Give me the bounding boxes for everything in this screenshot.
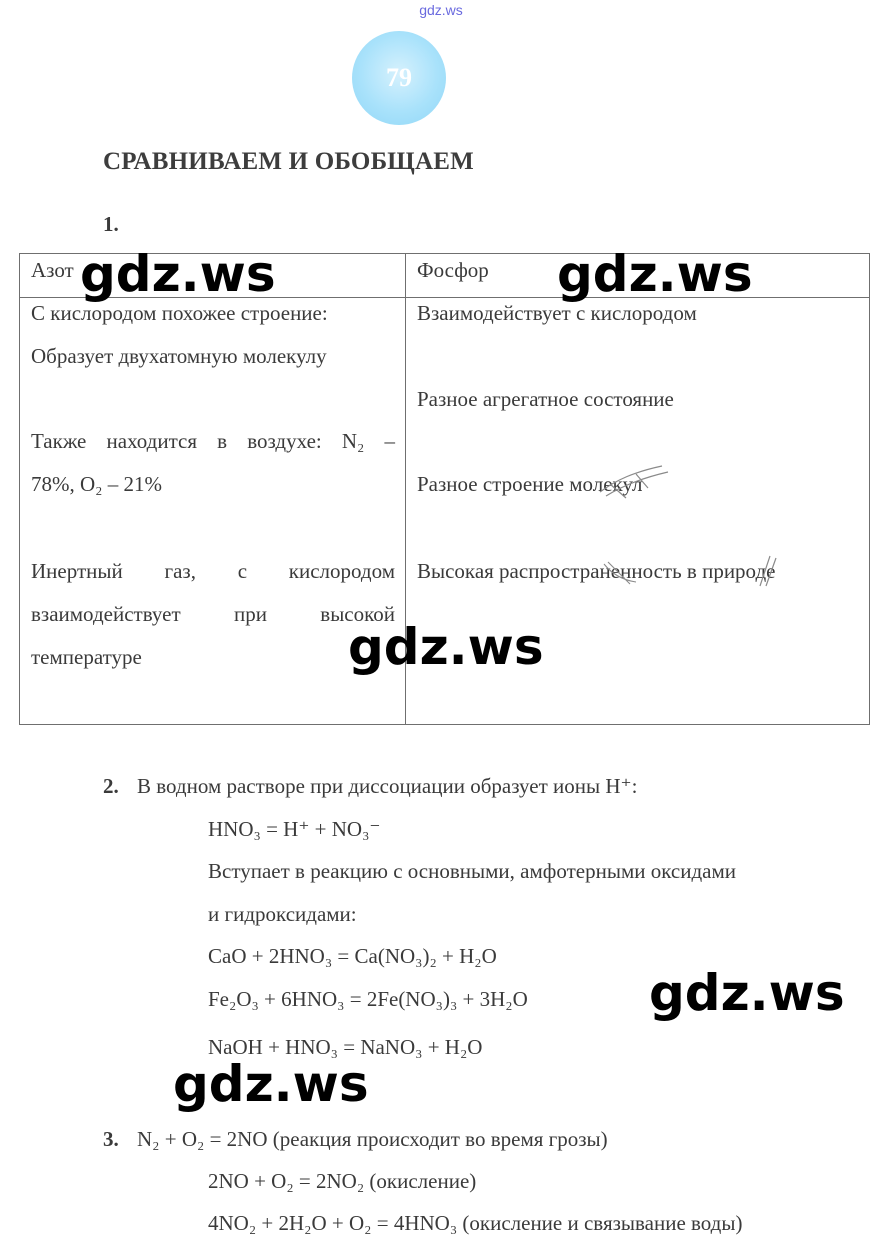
task2-line: HNO₃ = H⁺ + NO₃⁻	[208, 817, 381, 841]
nitrogen-line: 78%, O₂ – 21%	[31, 472, 162, 496]
phosphorus-line: Высокая распространенность в природе	[417, 559, 776, 583]
nitrogen-line: Также находится в воздухе: N₂ –	[31, 429, 395, 453]
task2-number: 2.	[103, 774, 119, 798]
watermark: gdz.ws	[80, 245, 276, 303]
watermark: gdz.ws	[348, 618, 544, 676]
phosphorus-line: Разное агрегатное состояние	[417, 387, 674, 411]
watermark: gdz.ws	[557, 245, 753, 303]
page-number: 79	[386, 63, 412, 92]
pencil-scribble	[596, 462, 676, 502]
site-top-link[interactable]: gdz.ws	[419, 2, 463, 18]
task2-line: и гидроксидами:	[208, 902, 357, 926]
phosphorus-line: Разное строение молекул	[417, 472, 643, 496]
watermark: gdz.ws	[173, 1055, 369, 1113]
nitrogen-line: Инертный газ, с кислородом	[31, 559, 395, 583]
nitrogen-line: взаимодействует при высокой	[31, 602, 395, 626]
task3-line: 2NO + O₂ = 2NO₂ (окисление)	[208, 1169, 477, 1193]
task3-line: 4NO₂ + 2H₂O + O₂ = 4HNO₃ (окисление и связывание воды)	[208, 1211, 743, 1235]
task2-line: Fe₂O₃ + 6HNO₃ = 2Fe(NO₃)₃ + 3H₂O	[208, 987, 528, 1011]
task3-intro: N₂ + O₂ = 2NO (реакция происходит во время грозы)	[137, 1127, 608, 1151]
pencil-scribble	[750, 554, 780, 588]
nitrogen-line: Образует двухатомную молекулу	[31, 344, 327, 368]
task1-number: 1.	[103, 212, 119, 236]
watermark: gdz.ws	[649, 964, 845, 1022]
task2-line: Вступает в реакцию с основными, амфотерными оксидами	[208, 859, 736, 883]
table-header-phosphorus: Фосфор	[417, 258, 489, 282]
task3-number: 3.	[103, 1127, 119, 1151]
task2-line: CaO + 2HNO₃ = Ca(NO₃)₂ + H₂O	[208, 944, 497, 968]
nitrogen-line: температуре	[31, 645, 142, 669]
section-title: СРАВНИВАЕМ И ОБОБЩАЕМ	[103, 148, 474, 175]
pencil-scribble	[600, 558, 640, 586]
nitrogen-line: С кислородом похожее строение:	[31, 301, 328, 325]
phosphorus-line: Взаимодействует с кислородом	[417, 301, 697, 325]
task2-intro: В водном растворе при диссоциации образует ионы H⁺:	[137, 774, 638, 798]
task2-line: NaOH + HNO₃ = NaNO₃ + H₂O	[208, 1035, 483, 1059]
table-header-nitrogen: Азот	[31, 258, 74, 282]
page-number-badge	[352, 31, 446, 125]
